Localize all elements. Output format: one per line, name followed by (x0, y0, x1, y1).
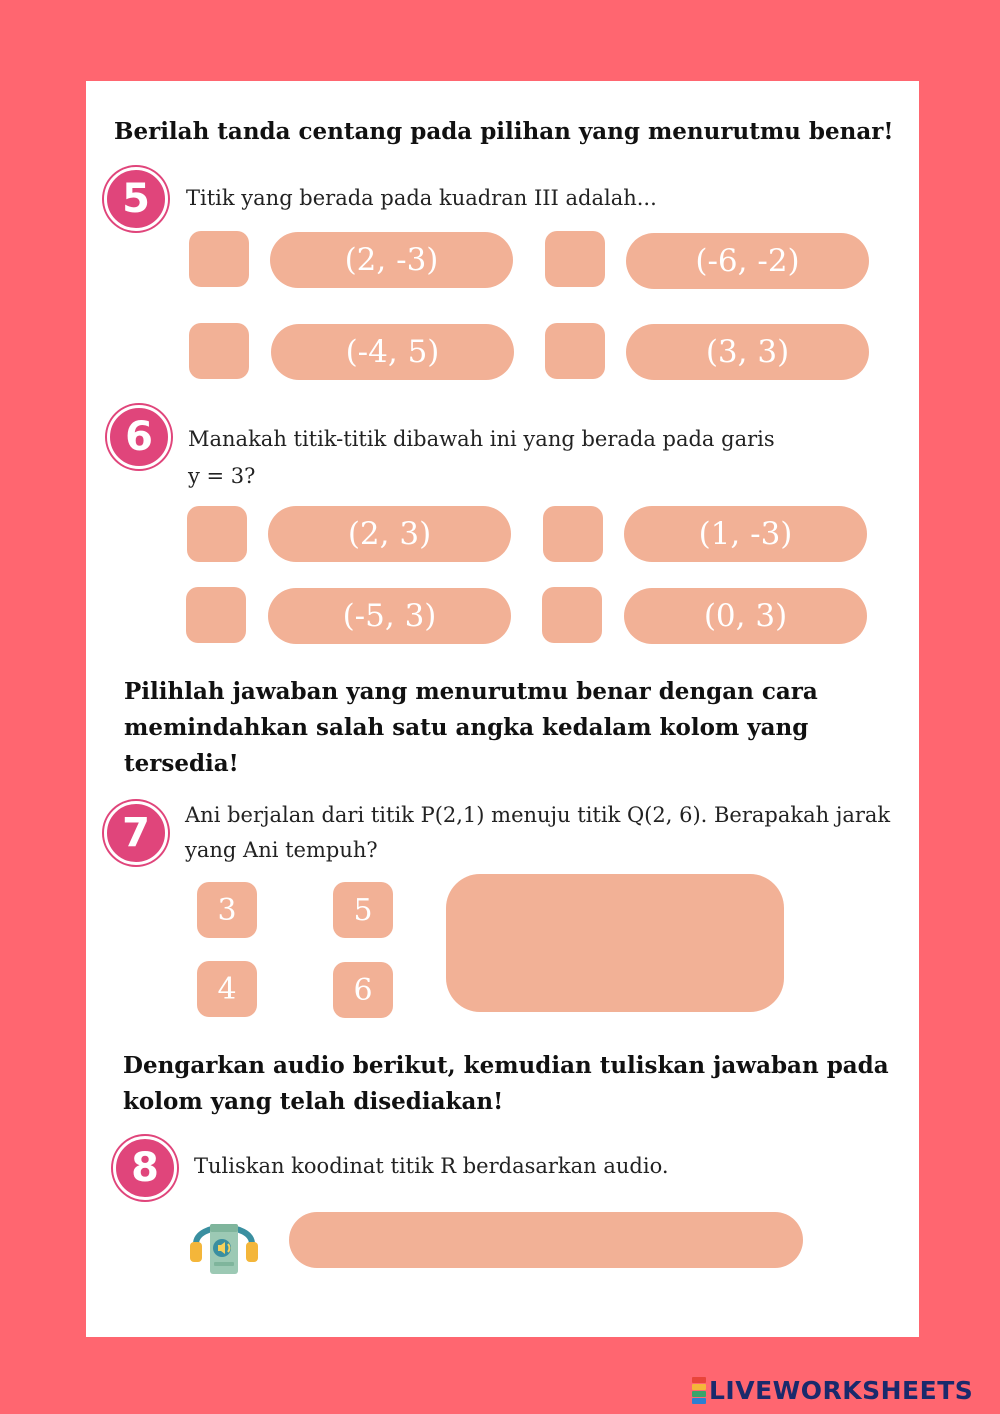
liveworksheets-brand (692, 1374, 973, 1406)
option-pill[interactable]: (-6, -2) (626, 233, 869, 289)
drag-tile[interactable]: 6 (333, 962, 393, 1018)
instruction-checkbox: Berilah tanda centang pada pilihan yang menurutmu benar! (114, 118, 894, 145)
option-checkbox[interactable] (189, 323, 249, 379)
option-checkbox[interactable] (542, 587, 602, 643)
drag-tile[interactable]: 4 (197, 961, 257, 1017)
liveworksheets-logo-icon (692, 1377, 706, 1404)
drop-zone[interactable] (446, 874, 784, 1012)
question-number-badge: 7 (104, 801, 168, 865)
option-checkbox[interactable] (545, 323, 605, 379)
option-checkbox[interactable] (189, 231, 249, 287)
option-checkbox[interactable] (187, 506, 247, 562)
instruction-drag: Pilihlah jawaban yang menurutmu benar dengan cara memindahkan salah satu angka kedalam kolom yang tersedia! (124, 678, 818, 777)
brand-name: LIVEWORKSHEETS (709, 1375, 974, 1405)
audio-headphones-icon[interactable] (186, 1204, 262, 1280)
option-checkbox[interactable] (545, 231, 605, 287)
drag-tile[interactable]: 5 (333, 882, 393, 938)
option-pill[interactable]: (2, -3) (270, 232, 513, 288)
option-pill[interactable]: (3, 3) (626, 324, 869, 380)
option-pill[interactable]: (-5, 3) (268, 588, 511, 644)
question-text-line: y = 3? (188, 464, 256, 488)
question-text-line: Manakah titik-titik dibawah ini yang berada pada garis (188, 427, 775, 451)
answer-input[interactable] (289, 1212, 803, 1268)
question-number-badge: 5 (104, 167, 168, 231)
instruction-audio: Dengarkan audio berikut, kemudian tuliskan jawaban pada kolom yang telah disediakan! (123, 1052, 889, 1115)
drag-tile[interactable]: 3 (197, 882, 257, 938)
option-pill[interactable]: (1, -3) (624, 506, 867, 562)
question-number-badge: 8 (113, 1136, 177, 1200)
question-text: Ani berjalan dari titik P(2,1) menuju titik Q(2, 6). Berapakah jarak yang Ani tempuh? (185, 803, 891, 862)
option-pill[interactable]: (-4, 5) (271, 324, 514, 380)
question-text: Tuliskan koodinat titik R berdasarkan audio. (194, 1154, 669, 1178)
option-pill[interactable]: (0, 3) (624, 588, 867, 644)
option-checkbox[interactable] (186, 587, 246, 643)
option-pill[interactable]: (2, 3) (268, 506, 511, 562)
question-text: Titik yang berada pada kuadran III adalah... (186, 186, 657, 210)
question-number-badge: 6 (107, 405, 171, 469)
option-checkbox[interactable] (543, 506, 603, 562)
